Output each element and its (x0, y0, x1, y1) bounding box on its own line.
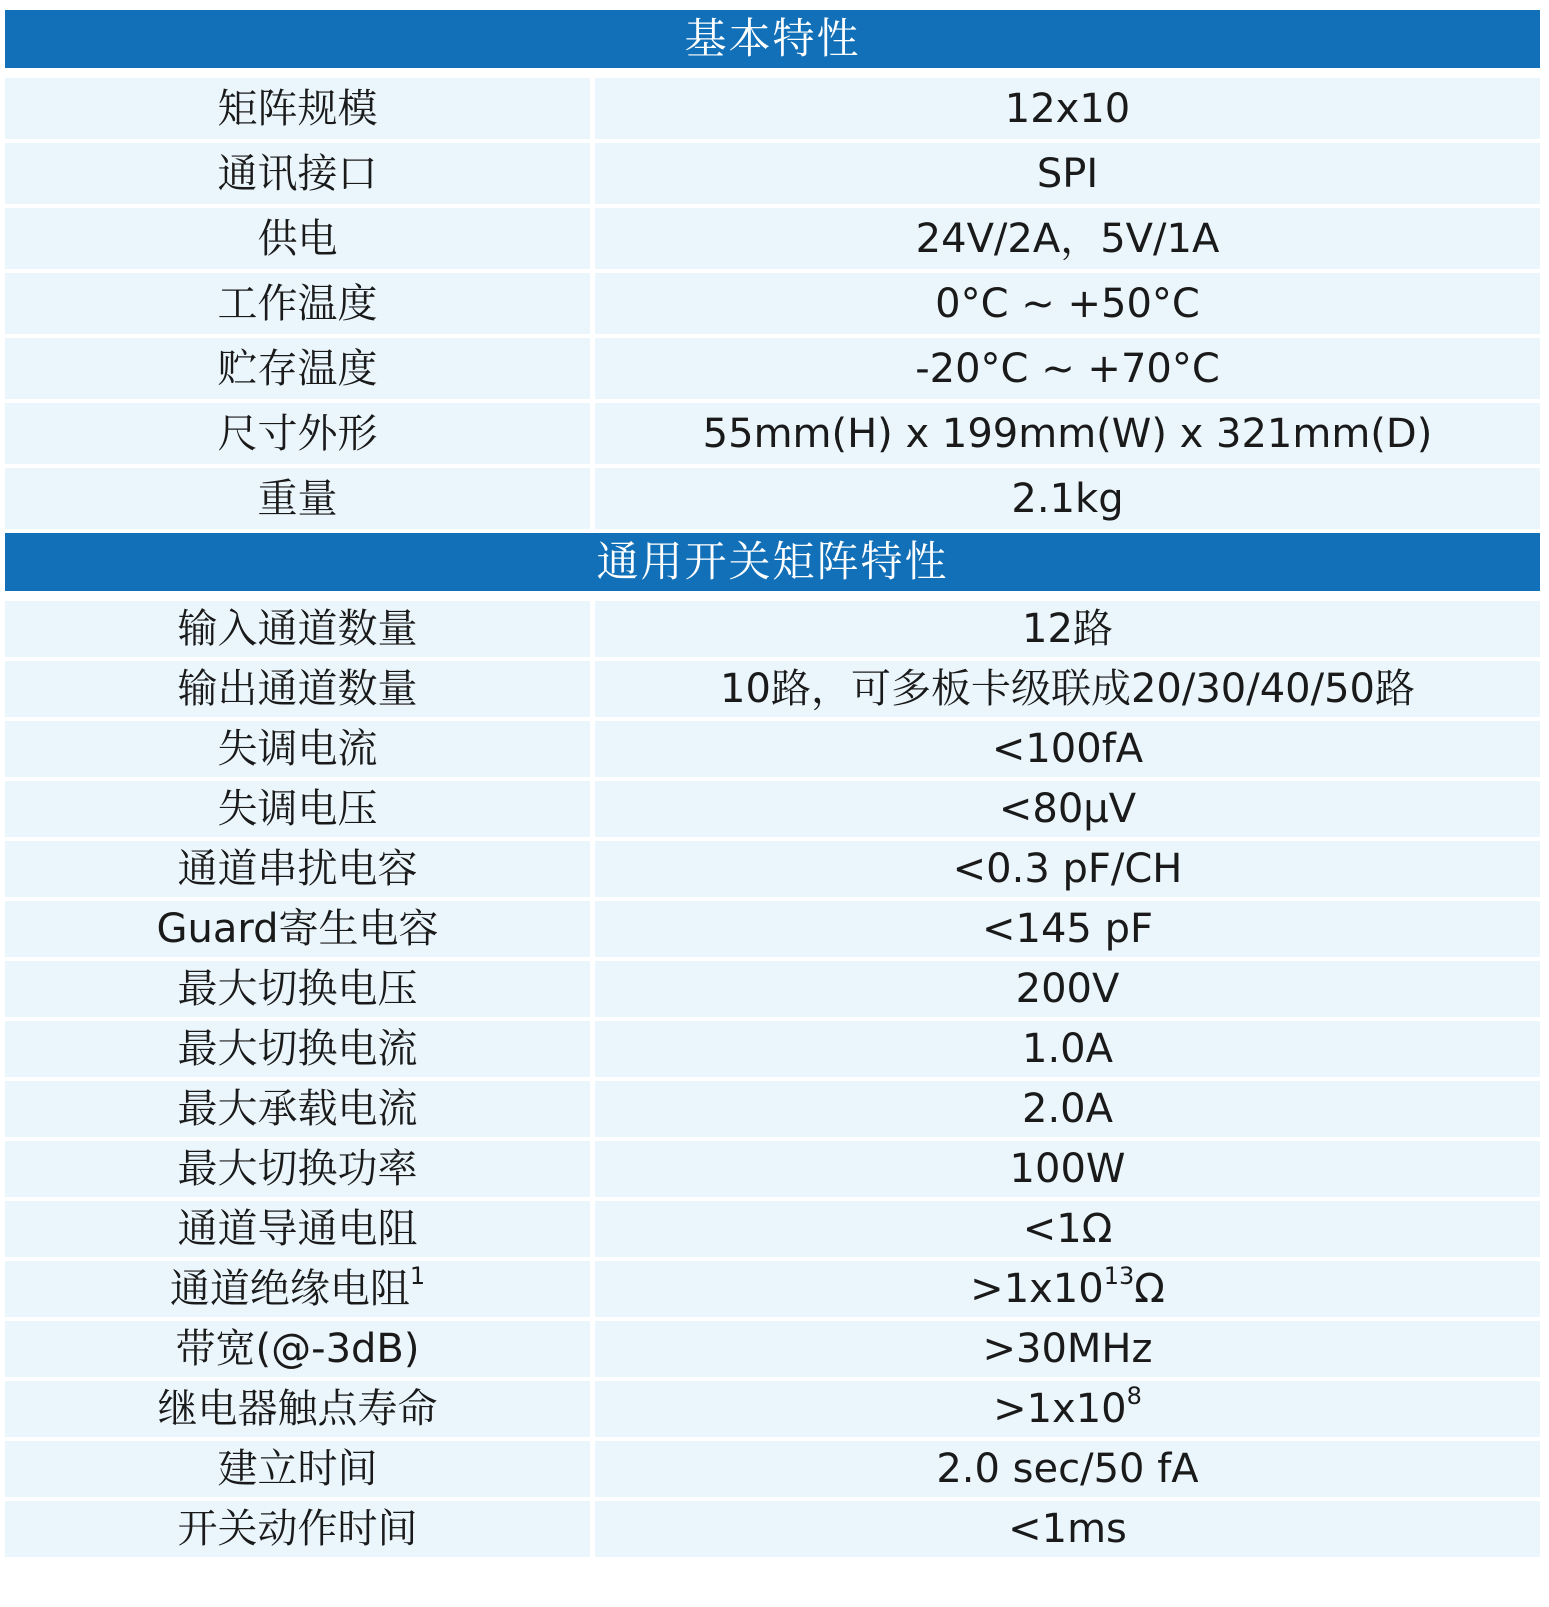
exponent: 8 (1126, 1382, 1142, 1410)
spec-row (5, 961, 1540, 1021)
spec-row (5, 1501, 1540, 1561)
spec-value: 1.0A (595, 1021, 1540, 1081)
spec-row (5, 1261, 1540, 1321)
spec-label: 通道串扰电容 (5, 841, 595, 901)
exponent: 13 (1103, 1262, 1135, 1290)
spec-label: 建立时间 (5, 1441, 595, 1501)
spec-label: 重量 (5, 468, 595, 533)
spec-label: 输出通道数量 (5, 661, 595, 721)
spec-label: 通讯接口 (5, 143, 595, 208)
section-title: 基本特性 (5, 10, 1540, 68)
spec-value: >30MHz (595, 1321, 1540, 1381)
spec-row (5, 468, 1540, 533)
section-header-matrix (5, 533, 1540, 591)
spec-label: Guard寄生电容 (5, 901, 595, 961)
spec-value: 200V (595, 961, 1540, 1021)
spec-value: 24V/2A，5V/1A (595, 208, 1540, 273)
spec-label: 输入通道数量 (5, 601, 595, 661)
spec-value-base: >1x10 (993, 1386, 1127, 1432)
section-title: 通用开关矩阵特性 (5, 533, 1540, 591)
spec-label: 供电 (5, 208, 595, 273)
spec-label: 贮存温度 (5, 338, 595, 403)
spec-label: 尺寸外形 (5, 403, 595, 468)
spec-row (5, 1321, 1540, 1381)
spec-row (5, 1381, 1540, 1441)
spec-row (5, 403, 1540, 468)
spec-value: 12路 (595, 601, 1540, 661)
matrix-section (5, 533, 1540, 1561)
spec-row (5, 1141, 1540, 1201)
spec-row (5, 1021, 1540, 1081)
spec-label: 带宽(@-3dB) (5, 1321, 595, 1381)
spec-row (5, 1201, 1540, 1261)
basic-section (5, 10, 1540, 533)
spec-value: SPI (595, 143, 1540, 208)
spec-label: 最大切换功率 (5, 1141, 595, 1201)
spec-row (5, 721, 1540, 781)
section-header-basic (5, 10, 1540, 68)
spec-value: -20°C ~ +70°C (595, 338, 1540, 403)
spec-row (5, 1441, 1540, 1501)
spec-row (5, 273, 1540, 338)
spec-value: <145 pF (595, 901, 1540, 961)
spec-row (5, 78, 1540, 143)
spec-value: 2.1kg (595, 468, 1540, 533)
spec-row (5, 601, 1540, 661)
spec-value-base: >1x10 (970, 1266, 1104, 1312)
spec-value: 0°C ~ +50°C (595, 273, 1540, 338)
spec-row (5, 1081, 1540, 1141)
spec-value (595, 1381, 1540, 1441)
spec-label: 最大切换电压 (5, 961, 595, 1021)
spec-value: <1Ω (595, 1201, 1540, 1261)
spec-value (595, 1261, 1540, 1321)
spec-label: 继电器触点寿命 (5, 1381, 595, 1441)
spec-label: 最大承载电流 (5, 1081, 595, 1141)
spec-label: 最大切换电流 (5, 1021, 595, 1081)
spec-value: 55mm(H) x 199mm(W) x 321mm(D) (595, 403, 1540, 468)
spec-row (5, 901, 1540, 961)
spec-value: <80μV (595, 781, 1540, 841)
spec-label: 开关动作时间 (5, 1501, 595, 1561)
spec-table (5, 10, 1540, 1561)
spec-label: 失调电压 (5, 781, 595, 841)
spec-label: 失调电流 (5, 721, 595, 781)
spec-row (5, 143, 1540, 208)
spec-value: 2.0 sec/50 fA (595, 1441, 1540, 1501)
spec-value: <100fA (595, 721, 1540, 781)
spec-label-text: 通道绝缘电阻 (169, 1266, 410, 1312)
spec-label: 矩阵规模 (5, 78, 595, 143)
spec-row (5, 661, 1540, 721)
spec-value: <0.3 pF/CH (595, 841, 1540, 901)
spec-value: 10路，可多板卡级联成20/30/40/50路 (595, 661, 1540, 721)
spec-value: 2.0A (595, 1081, 1540, 1141)
spec-value: 100W (595, 1141, 1540, 1201)
spec-value: 12x10 (595, 78, 1540, 143)
spec-row (5, 781, 1540, 841)
spec-label (5, 1261, 595, 1321)
spec-label: 通道导通电阻 (5, 1201, 595, 1261)
spec-row (5, 208, 1540, 273)
footnote-marker: 1 (409, 1262, 426, 1290)
spec-label: 工作温度 (5, 273, 595, 338)
spec-row (5, 338, 1540, 403)
spec-row (5, 841, 1540, 901)
spec-value: <1ms (595, 1501, 1540, 1561)
spec-value-unit: Ω (1134, 1266, 1165, 1312)
